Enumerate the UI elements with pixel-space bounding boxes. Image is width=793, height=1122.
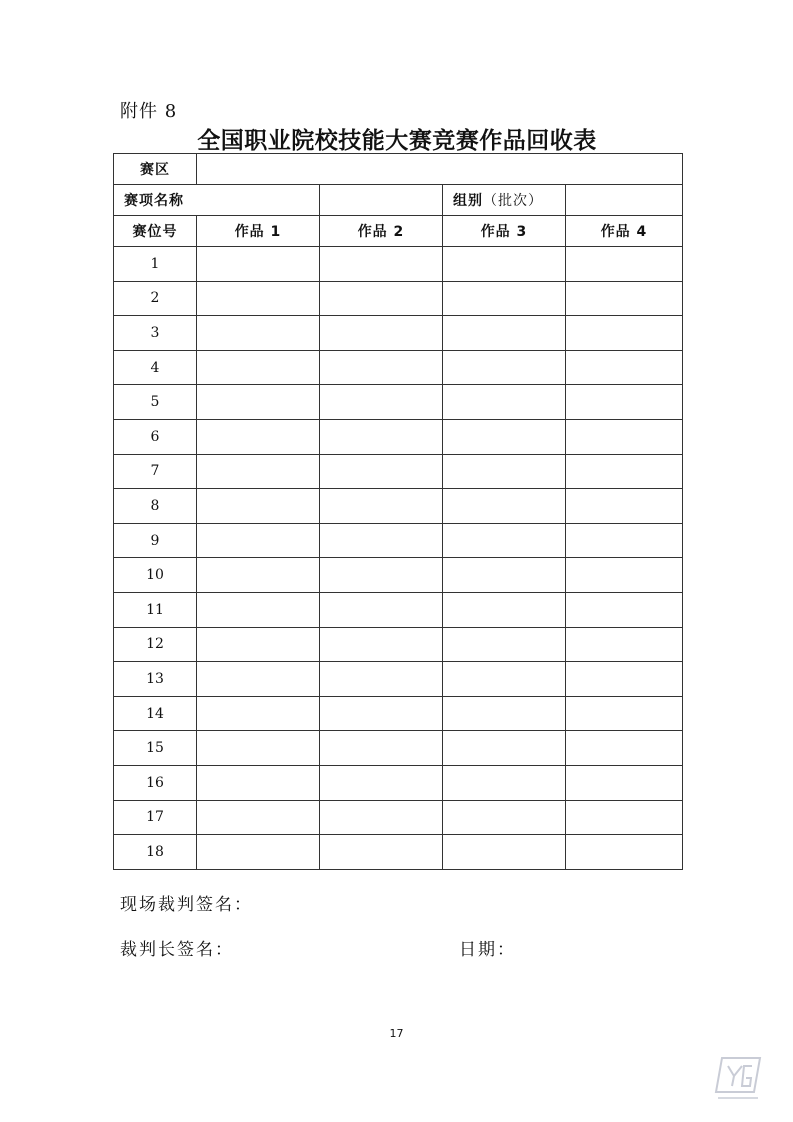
work-1-cell[interactable] <box>197 627 320 662</box>
seat-number: 9 <box>114 523 197 558</box>
work-3-cell[interactable] <box>443 247 566 282</box>
table-row <box>114 316 683 351</box>
work-1-cell[interactable] <box>197 558 320 593</box>
form-title: 全国职业院校技能大赛竞赛作品回收表 <box>197 128 597 154</box>
work-3-cell[interactable] <box>443 385 566 420</box>
work-1-cell[interactable] <box>197 247 320 282</box>
seat-number: 12 <box>114 627 197 662</box>
table-row <box>114 627 683 662</box>
seat-number: 7 <box>114 454 197 489</box>
work-4-cell[interactable] <box>566 316 683 351</box>
work-2-cell[interactable] <box>320 316 443 351</box>
work-3-cell[interactable] <box>443 454 566 489</box>
work-2-cell[interactable] <box>320 419 443 454</box>
work-2-cell[interactable] <box>320 454 443 489</box>
seat-number: 10 <box>114 558 197 593</box>
table-row <box>114 419 683 454</box>
work-2-cell[interactable] <box>320 523 443 558</box>
work-2-cell[interactable] <box>320 247 443 282</box>
work-3-header: 作品 3 <box>443 216 566 247</box>
chief-referee-signature: 裁判长签名： <box>120 940 234 960</box>
work-1-cell[interactable] <box>197 765 320 800</box>
work-3-cell[interactable] <box>443 523 566 558</box>
group-field[interactable] <box>566 185 683 216</box>
column-header-row <box>114 216 683 247</box>
work-4-cell[interactable] <box>566 592 683 627</box>
work-4-cell[interactable] <box>566 523 683 558</box>
watermark-logo-icon <box>712 1052 764 1104</box>
seat-number: 14 <box>114 696 197 731</box>
table-row <box>114 731 683 766</box>
event-row <box>114 185 683 216</box>
seat-number: 16 <box>114 765 197 800</box>
work-3-cell[interactable] <box>443 696 566 731</box>
work-2-cell[interactable] <box>320 662 443 697</box>
attachment-label: 附件 8 <box>120 101 178 122</box>
work-4-cell[interactable] <box>566 281 683 316</box>
work-1-cell[interactable] <box>197 696 320 731</box>
table-row <box>114 523 683 558</box>
work-3-cell[interactable] <box>443 489 566 524</box>
table-row <box>114 835 683 870</box>
table-row <box>114 281 683 316</box>
work-2-cell[interactable] <box>320 350 443 385</box>
work-2-cell[interactable] <box>320 765 443 800</box>
seat-number: 11 <box>114 592 197 627</box>
work-4-cell[interactable] <box>566 350 683 385</box>
division-label: 赛区 <box>114 154 197 185</box>
work-2-cell[interactable] <box>320 281 443 316</box>
work-3-cell[interactable] <box>443 558 566 593</box>
seat-number: 5 <box>114 385 197 420</box>
work-1-cell[interactable] <box>197 385 320 420</box>
work-2-cell[interactable] <box>320 489 443 524</box>
group-label: 组别 <box>453 193 483 209</box>
work-4-cell[interactable] <box>566 731 683 766</box>
table-row <box>114 662 683 697</box>
table-row <box>114 558 683 593</box>
seat-number: 15 <box>114 731 197 766</box>
work-1-cell[interactable] <box>197 835 320 870</box>
table-row <box>114 385 683 420</box>
date-label: 日期： <box>459 940 516 960</box>
work-3-cell[interactable] <box>443 765 566 800</box>
group-label-cell <box>443 185 566 216</box>
work-3-cell[interactable] <box>443 592 566 627</box>
page-number: 17 <box>389 1027 404 1040</box>
collection-table <box>113 153 683 870</box>
work-2-cell[interactable] <box>320 835 443 870</box>
work-4-cell[interactable] <box>566 247 683 282</box>
table-row <box>114 247 683 282</box>
work-1-cell[interactable] <box>197 454 320 489</box>
work-3-cell[interactable] <box>443 281 566 316</box>
onsite-referee-signature: 现场裁判签名： <box>120 895 253 915</box>
work-2-cell[interactable] <box>320 592 443 627</box>
work-3-cell[interactable] <box>443 316 566 351</box>
event-name-field[interactable] <box>320 185 443 216</box>
table-row <box>114 592 683 627</box>
work-4-cell[interactable] <box>566 627 683 662</box>
work-1-cell[interactable] <box>197 662 320 697</box>
work-4-cell[interactable] <box>566 765 683 800</box>
seat-number: 18 <box>114 835 197 870</box>
table-row <box>114 350 683 385</box>
work-1-cell[interactable] <box>197 350 320 385</box>
work-2-cell[interactable] <box>320 558 443 593</box>
table-row <box>114 765 683 800</box>
seat-number: 13 <box>114 662 197 697</box>
work-1-cell[interactable] <box>197 523 320 558</box>
work-1-cell[interactable] <box>197 800 320 835</box>
work-4-cell[interactable] <box>566 800 683 835</box>
division-row <box>114 154 683 185</box>
work-4-cell[interactable] <box>566 489 683 524</box>
work-1-cell[interactable] <box>197 592 320 627</box>
seat-number: 4 <box>114 350 197 385</box>
work-1-header: 作品 1 <box>197 216 320 247</box>
seat-number: 2 <box>114 281 197 316</box>
work-2-cell[interactable] <box>320 800 443 835</box>
table-row <box>114 696 683 731</box>
division-field[interactable] <box>197 154 683 185</box>
work-4-cell[interactable] <box>566 419 683 454</box>
work-2-header: 作品 2 <box>320 216 443 247</box>
work-4-cell[interactable] <box>566 385 683 420</box>
table-row <box>114 800 683 835</box>
work-3-cell[interactable] <box>443 419 566 454</box>
seat-number: 3 <box>114 316 197 351</box>
work-2-cell[interactable] <box>320 385 443 420</box>
work-1-cell[interactable] <box>197 419 320 454</box>
work-4-cell[interactable] <box>566 835 683 870</box>
work-3-cell[interactable] <box>443 627 566 662</box>
table-row <box>114 489 683 524</box>
work-2-cell[interactable] <box>320 696 443 731</box>
work-1-cell[interactable] <box>197 731 320 766</box>
work-2-cell[interactable] <box>320 627 443 662</box>
work-3-cell[interactable] <box>443 350 566 385</box>
event-name-label: 赛项名称 <box>114 185 320 216</box>
seat-number: 1 <box>114 247 197 282</box>
table-row <box>114 454 683 489</box>
seat-number: 6 <box>114 419 197 454</box>
work-3-cell[interactable] <box>443 662 566 697</box>
work-4-cell[interactable] <box>566 662 683 697</box>
work-3-cell[interactable] <box>443 800 566 835</box>
work-3-cell[interactable] <box>443 731 566 766</box>
work-4-cell[interactable] <box>566 696 683 731</box>
seat-number: 8 <box>114 489 197 524</box>
seat-header: 赛位号 <box>114 216 197 247</box>
work-1-cell[interactable] <box>197 281 320 316</box>
work-1-cell[interactable] <box>197 489 320 524</box>
work-4-cell[interactable] <box>566 558 683 593</box>
work-2-cell[interactable] <box>320 731 443 766</box>
work-4-cell[interactable] <box>566 454 683 489</box>
work-3-cell[interactable] <box>443 835 566 870</box>
group-note: （批次） <box>483 193 543 209</box>
seat-number: 17 <box>114 800 197 835</box>
work-1-cell[interactable] <box>197 316 320 351</box>
work-4-header: 作品 4 <box>566 216 683 247</box>
